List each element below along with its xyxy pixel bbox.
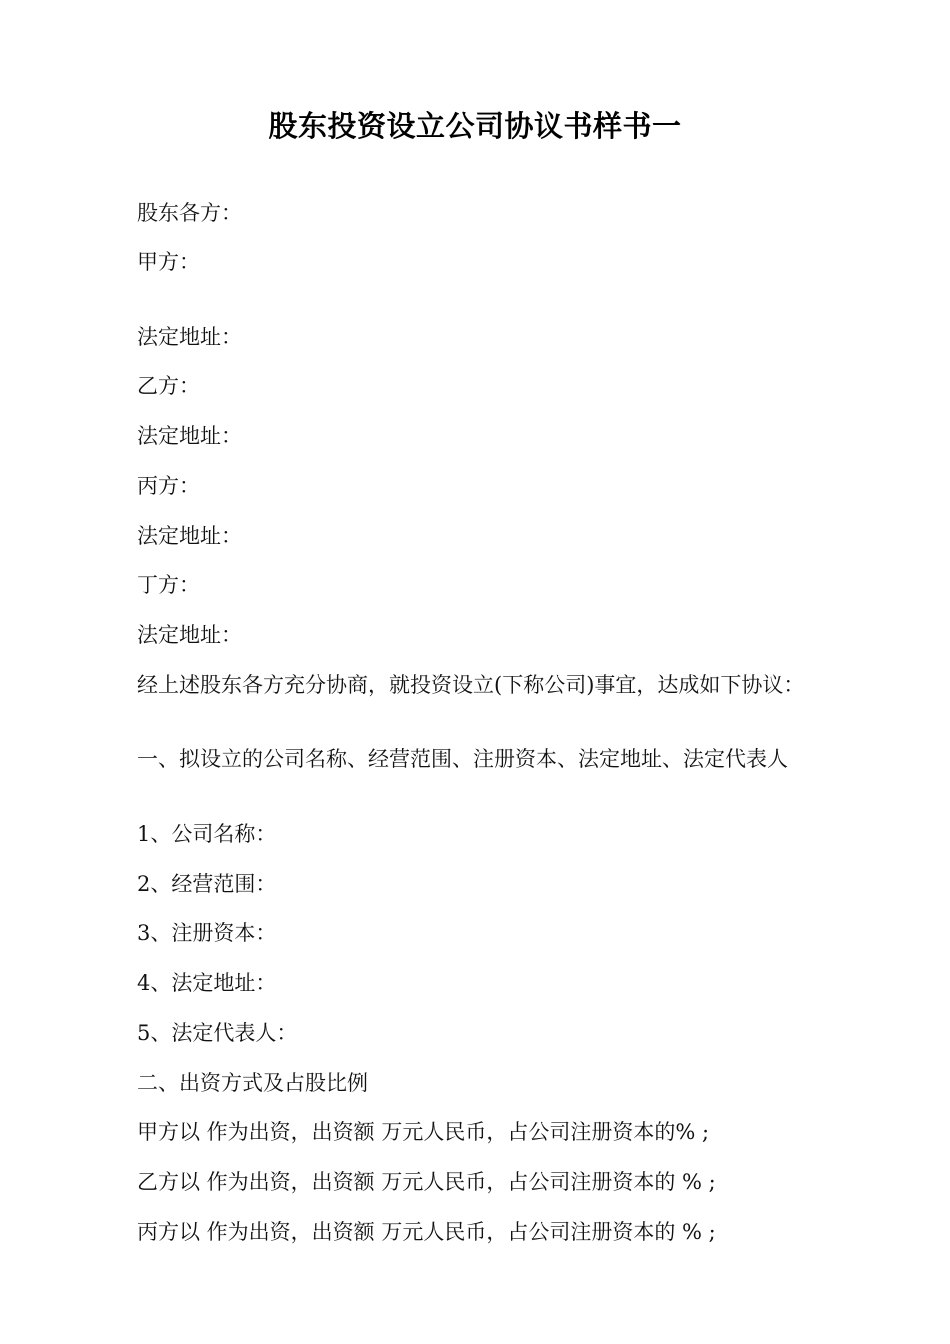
text-party-d: 丁方： [137,573,200,597]
text-legal-address: 4、法定地址： [137,971,277,995]
text-party-a: 甲方： [137,250,200,274]
text-company-name: 1、公司名称： [137,822,277,846]
text-party-b: 乙方： [137,374,200,398]
text-address-d: 法定地址： [137,623,242,647]
text-legal-representative: 5、法定代表人： [137,1021,298,1045]
text-contribution-b: 乙方以 作为出资，出资额 万元人民币，占公司注册资本的 % ; [137,1170,716,1194]
text-address-b: 法定地址： [137,424,242,448]
text-contribution-a: 甲方以 作为出资，出资额 万元人民币，占公司注册资本的% ; [137,1120,710,1144]
text-address-a: 法定地址： [137,325,242,349]
text-address-c: 法定地址： [137,524,242,548]
document-title: 股东投资设立公司协议书样书一 [268,109,682,143]
text-business-scope: 2、经营范围： [137,872,277,896]
text-party-c: 丙方： [137,474,200,498]
text-shareholders: 股东各方： [137,201,242,225]
text-registered-capital: 3、注册资本： [137,921,277,945]
text-contribution-c: 丙方以 作为出资，出资额 万元人民币，占公司注册资本的 % ; [137,1220,716,1244]
section-heading-company-info: 一、拟设立的公司名称、经营范围、注册资本、法定地址、法定代表人 [137,747,788,771]
text-agreement-intro: 经上述股东各方充分协商，就投资设立(下称公司)事宜，达成如下协议： [137,673,805,697]
section-heading-contribution: 二、出资方式及占股比例 [137,1071,368,1095]
